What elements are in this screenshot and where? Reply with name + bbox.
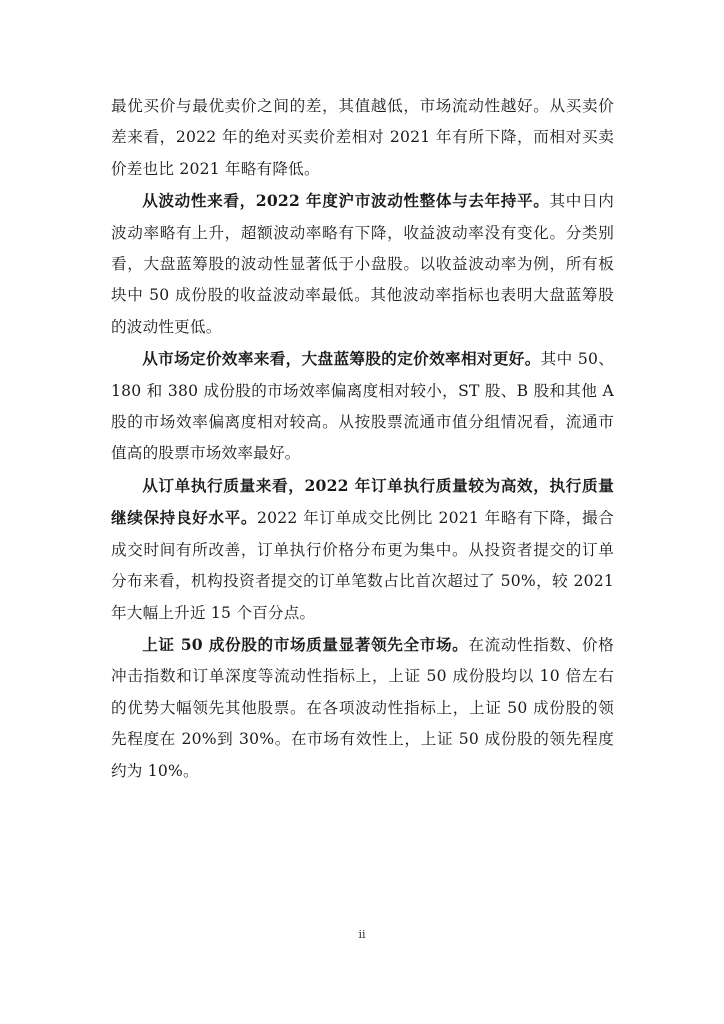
paragraph-lead: 从波动性来看，2022 年度沪市波动性整体与去年持平。 [142, 191, 550, 211]
paragraph-order-execution [111, 470, 614, 629]
paragraph-text: 在流动性指数、价格冲击指数和订单深度等流动性指标上，上证 50 成份股均以 10 倍左右的优势大幅领先其他股票。在各项波动性指标上，上证 50 成份股的领先程度在 20%到 30%。在市场有效性上，上证 50 成份股的领先程度约为 10%。 [111, 635, 614, 780]
paragraph-bid-ask-spread [111, 90, 614, 185]
paragraph-volatility [111, 185, 614, 343]
paragraph-sse50 [111, 629, 614, 787]
page-number: ii [358, 928, 366, 941]
paragraph-text: 其中日内波动率略有上升，超额波动率略有下降，收益波动率没有变化。分类别看，大盘蓝筹股的波动性显著低于小盘股。以收益波动率为例，所有板块中 50 成份股的收益波动率最低。其他波动率指标也表明大盘蓝筹股的波动性更低。 [111, 192, 614, 336]
document-body [111, 90, 614, 787]
paragraph-text: 2022 年订单成交比例比 2021 年略有下降，撮合成交时间有所改善，订单执行价格分布更为集中。从投资者提交的订单分布来看，机构投资者提交的订单笔数占比首次超过了 50%，较 2021 年大幅上升近 15 个百分点。 [111, 509, 614, 622]
paragraph-lead: 从订单执行质量来看，2022 年订单执行质量较为高效，执行质量继续保持良好水平。 [111, 475, 614, 528]
paragraph-lead: 从市场定价效率来看，大盘蓝筹股的定价效率相对更好。 [142, 349, 541, 369]
paragraph-pricing-efficiency [111, 343, 614, 470]
paragraph-text: 最优买价与最优卖价之间的差，其值越低，市场流动性越好。从买卖价差来看，2022 年的绝对买卖价差相对 2021 年有所下降，而相对买卖价差也比 2021 年略有降低。 [111, 97, 614, 178]
paragraph-lead: 上证 50 成份股的市场质量显著领先全市场。 [142, 634, 469, 654]
paragraph-text: 其中 50、180 和 380 成份股的市场效率偏离度相对较小，ST 股、B 股和其他 A 股的市场效率偏离度相对较高。从按股票流通市值分组情况看，流通市值高的股票市场效率最好。 [111, 350, 614, 463]
